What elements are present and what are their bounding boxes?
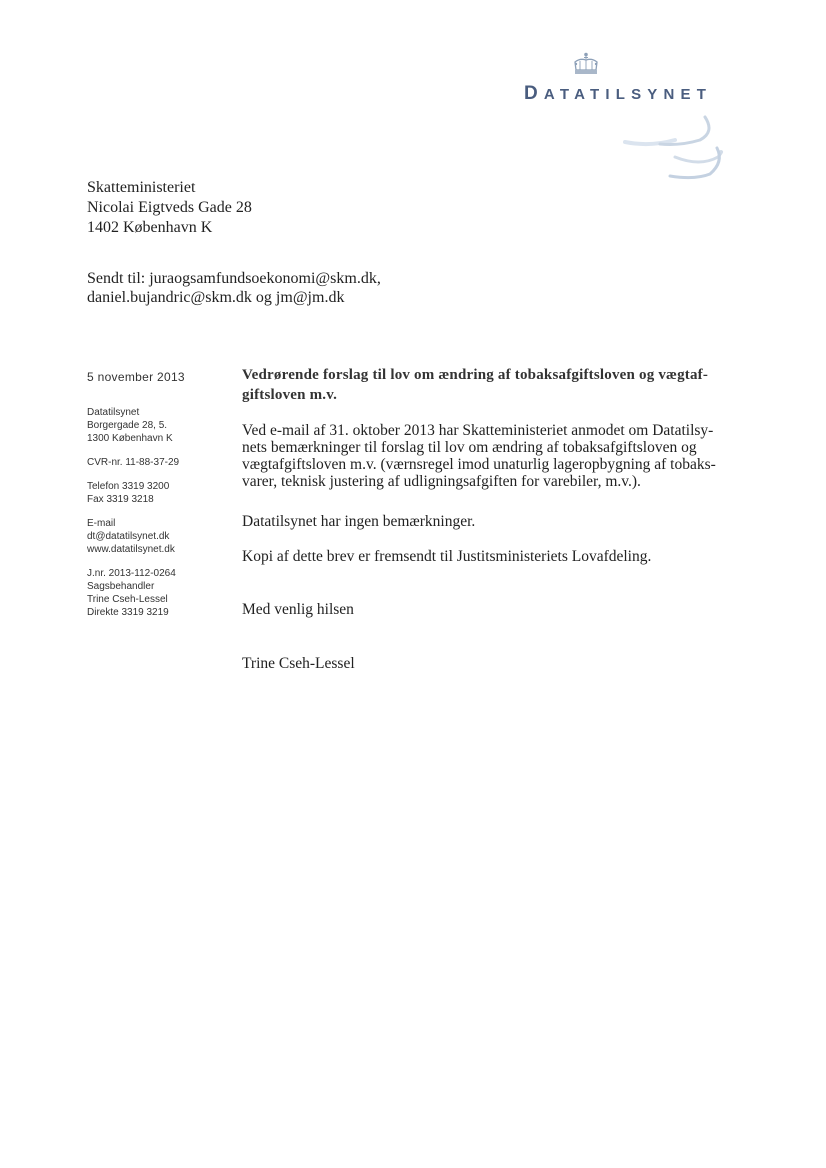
sender-email-label: E-mail — [87, 518, 116, 529]
recipient-city: 1402 København K — [87, 219, 213, 236]
direct-phone: Direkte 3319 3219 — [87, 607, 169, 618]
sender-fax: Fax 3319 3218 — [87, 494, 154, 505]
sendt-til-line-2: daniel.bujandric@skm.dk og jm@jm.dk — [87, 289, 345, 306]
signature: Trine Cseh-Lessel — [242, 655, 355, 672]
paragraph-1-line-4: varer, teknisk justering af udligningsafgiften for varebiler, m.v.). — [242, 473, 641, 490]
crown-logo-icon — [571, 52, 601, 78]
sender-web: www.datatilsynet.dk — [87, 544, 175, 555]
paragraph-2: Datatilsynet har ingen bemærkninger. — [242, 513, 476, 530]
sender-address-2: 1300 København K — [87, 433, 173, 444]
subject-line-1: Vedrørende forslag til lov om ændring af tobaksafgiftsloven og vægtaf- — [242, 367, 709, 383]
closing: Med venlig hilsen — [242, 601, 354, 618]
paragraph-1-line-1: Ved e-mail af 31. oktober 2013 har Skatteministeriet anmodet om Datatilsy- — [242, 422, 714, 439]
paragraph-1-line-3: vægtafgiftsloven m.v. (værnsregel imod unaturlig lageropbygning af tobaks- — [242, 456, 716, 473]
case-number: J.nr. 2013-112-0264 — [87, 568, 176, 579]
letter-date: 5 november 2013 — [87, 370, 185, 384]
subject-line-2: giftsloven m.v. — [242, 387, 338, 403]
case-handler-label: Sagsbehandler — [87, 581, 155, 592]
sendt-til-line-1: Sendt til: juraogsamfundsoekonomi@skm.dk, — [87, 270, 381, 287]
letter-subject — [242, 365, 747, 405]
sender-address-1: Borgergade 28, 5. — [87, 420, 168, 431]
paragraph-3: Kopi af dette brev er fremsendt til Justitsministeriets Lovafdeling. — [242, 548, 652, 565]
sendt-til — [87, 269, 381, 307]
recipient-street: Nicolai Eigtveds Gade 28 — [87, 199, 252, 216]
sender-sidebar — [87, 370, 237, 619]
recipient-address — [87, 178, 252, 238]
sender-phone: Telefon 3319 3200 — [87, 481, 170, 492]
paragraph-1 — [242, 422, 747, 490]
paragraph-1-line-2: nets bemærkninger til forslag til lov om ændring af tobaksafgiftsloven og — [242, 439, 697, 456]
sender-org: Datatilsynet — [87, 407, 140, 418]
datatilsynet-logo: DATATILSYNET — [524, 83, 713, 104]
case-handler: Trine Cseh-Lessel — [87, 594, 168, 605]
sender-email: dt@datatilsynet.dk — [87, 531, 170, 542]
recipient-name: Skatteministeriet — [87, 179, 196, 196]
sender-cvr: CVR-nr. 11-88-37-29 — [87, 457, 180, 468]
swoosh-logo-icon — [620, 112, 730, 187]
